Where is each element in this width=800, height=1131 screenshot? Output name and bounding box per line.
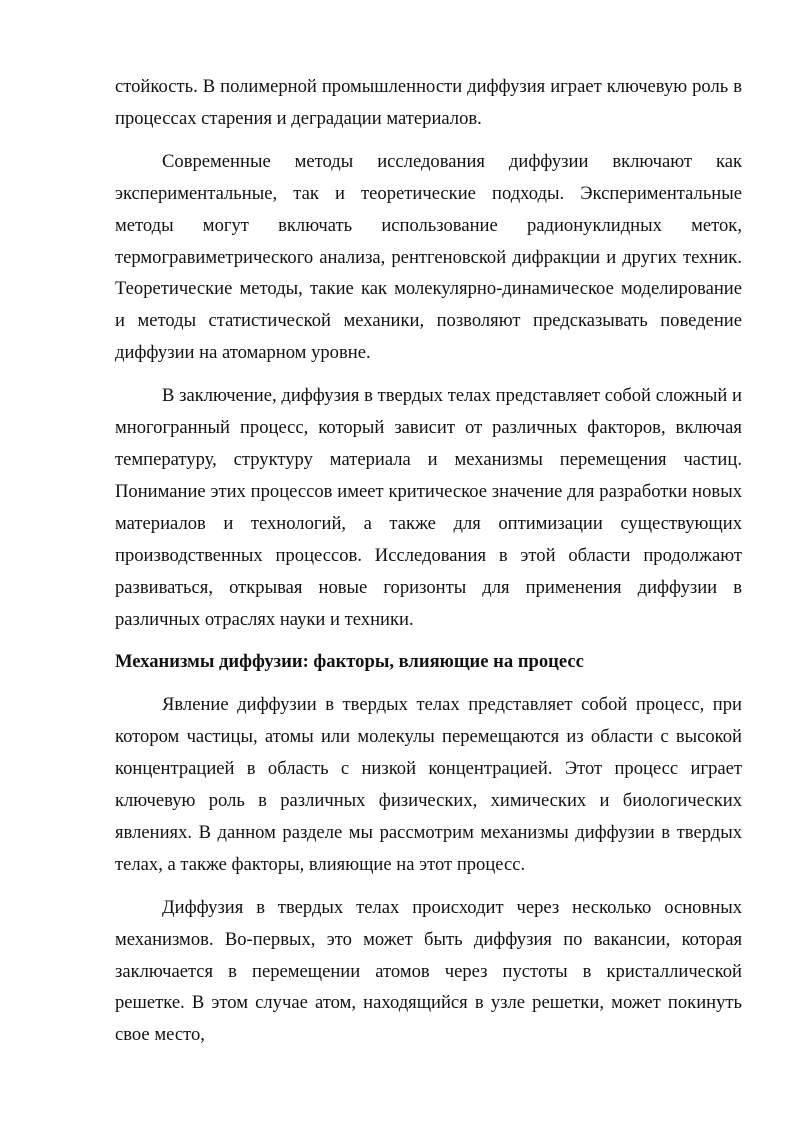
paragraph-research-methods: Современные методы исследования диффузии включают как экспериментальные, так и теоретические подходы. Экспериментальные методы могут включать использование радионуклидных меток, термогравиметрического анализа, рентгеновской дифракции и других техник. Теоретические методы, такие как молекулярно-динамическое моделирование и методы статистической механики, позволяют предсказывать поведение диффузии на атомарном уровне. [115,150,742,364]
paragraph-diffusion-mechanisms: Диффузия в твердых телах происходит через несколько основных механизмов. Во-первых, это может быть диффузия по вакансии, которая заключается в перемещении атомов через пустоты в кристаллической решетке. В этом случае атом, находящийся в узле решетки, может покинуть свое место, [115,896,742,1046]
paragraph-conclusion: В заключение, диффузия в твердых телах представляет собой сложный и многогранный процесс, который зависит от различных факторов, включая температуру, структуру материала и механизмы перемещения частиц. Понимание этих процессов имеет критическое значение для разработки новых материалов и технологий, а также для оптимизации существующих производственных процессов. Исследования в этой области продолжают развиваться, открывая новые горизонты для применения диффузии в различных отраслях науки и техники. [115,385,742,630]
paragraph-continuation: стойкость. В полимерной промышленности диффузия играет ключевую роль в процессах старения и деградации материалов. [115,76,742,129]
document-page [115,71,742,1062]
paragraph-diffusion-phenomenon: Явление диффузии в твердых телах представляет собой процесс, при котором частицы, атомы или молекулы перемещаются из области с высокой концентрацией в область с низкой концентрацией. Этот процесс играет ключевую роль в различных физических, химических и биологических явлениях. В данном разделе мы рассмотрим механизмы диффузии в твердых телах, а также факторы, влияющие на этот процесс. [115,694,742,875]
section-heading: Механизмы диффузии: факторы, влияющие на процесс [115,651,584,673]
